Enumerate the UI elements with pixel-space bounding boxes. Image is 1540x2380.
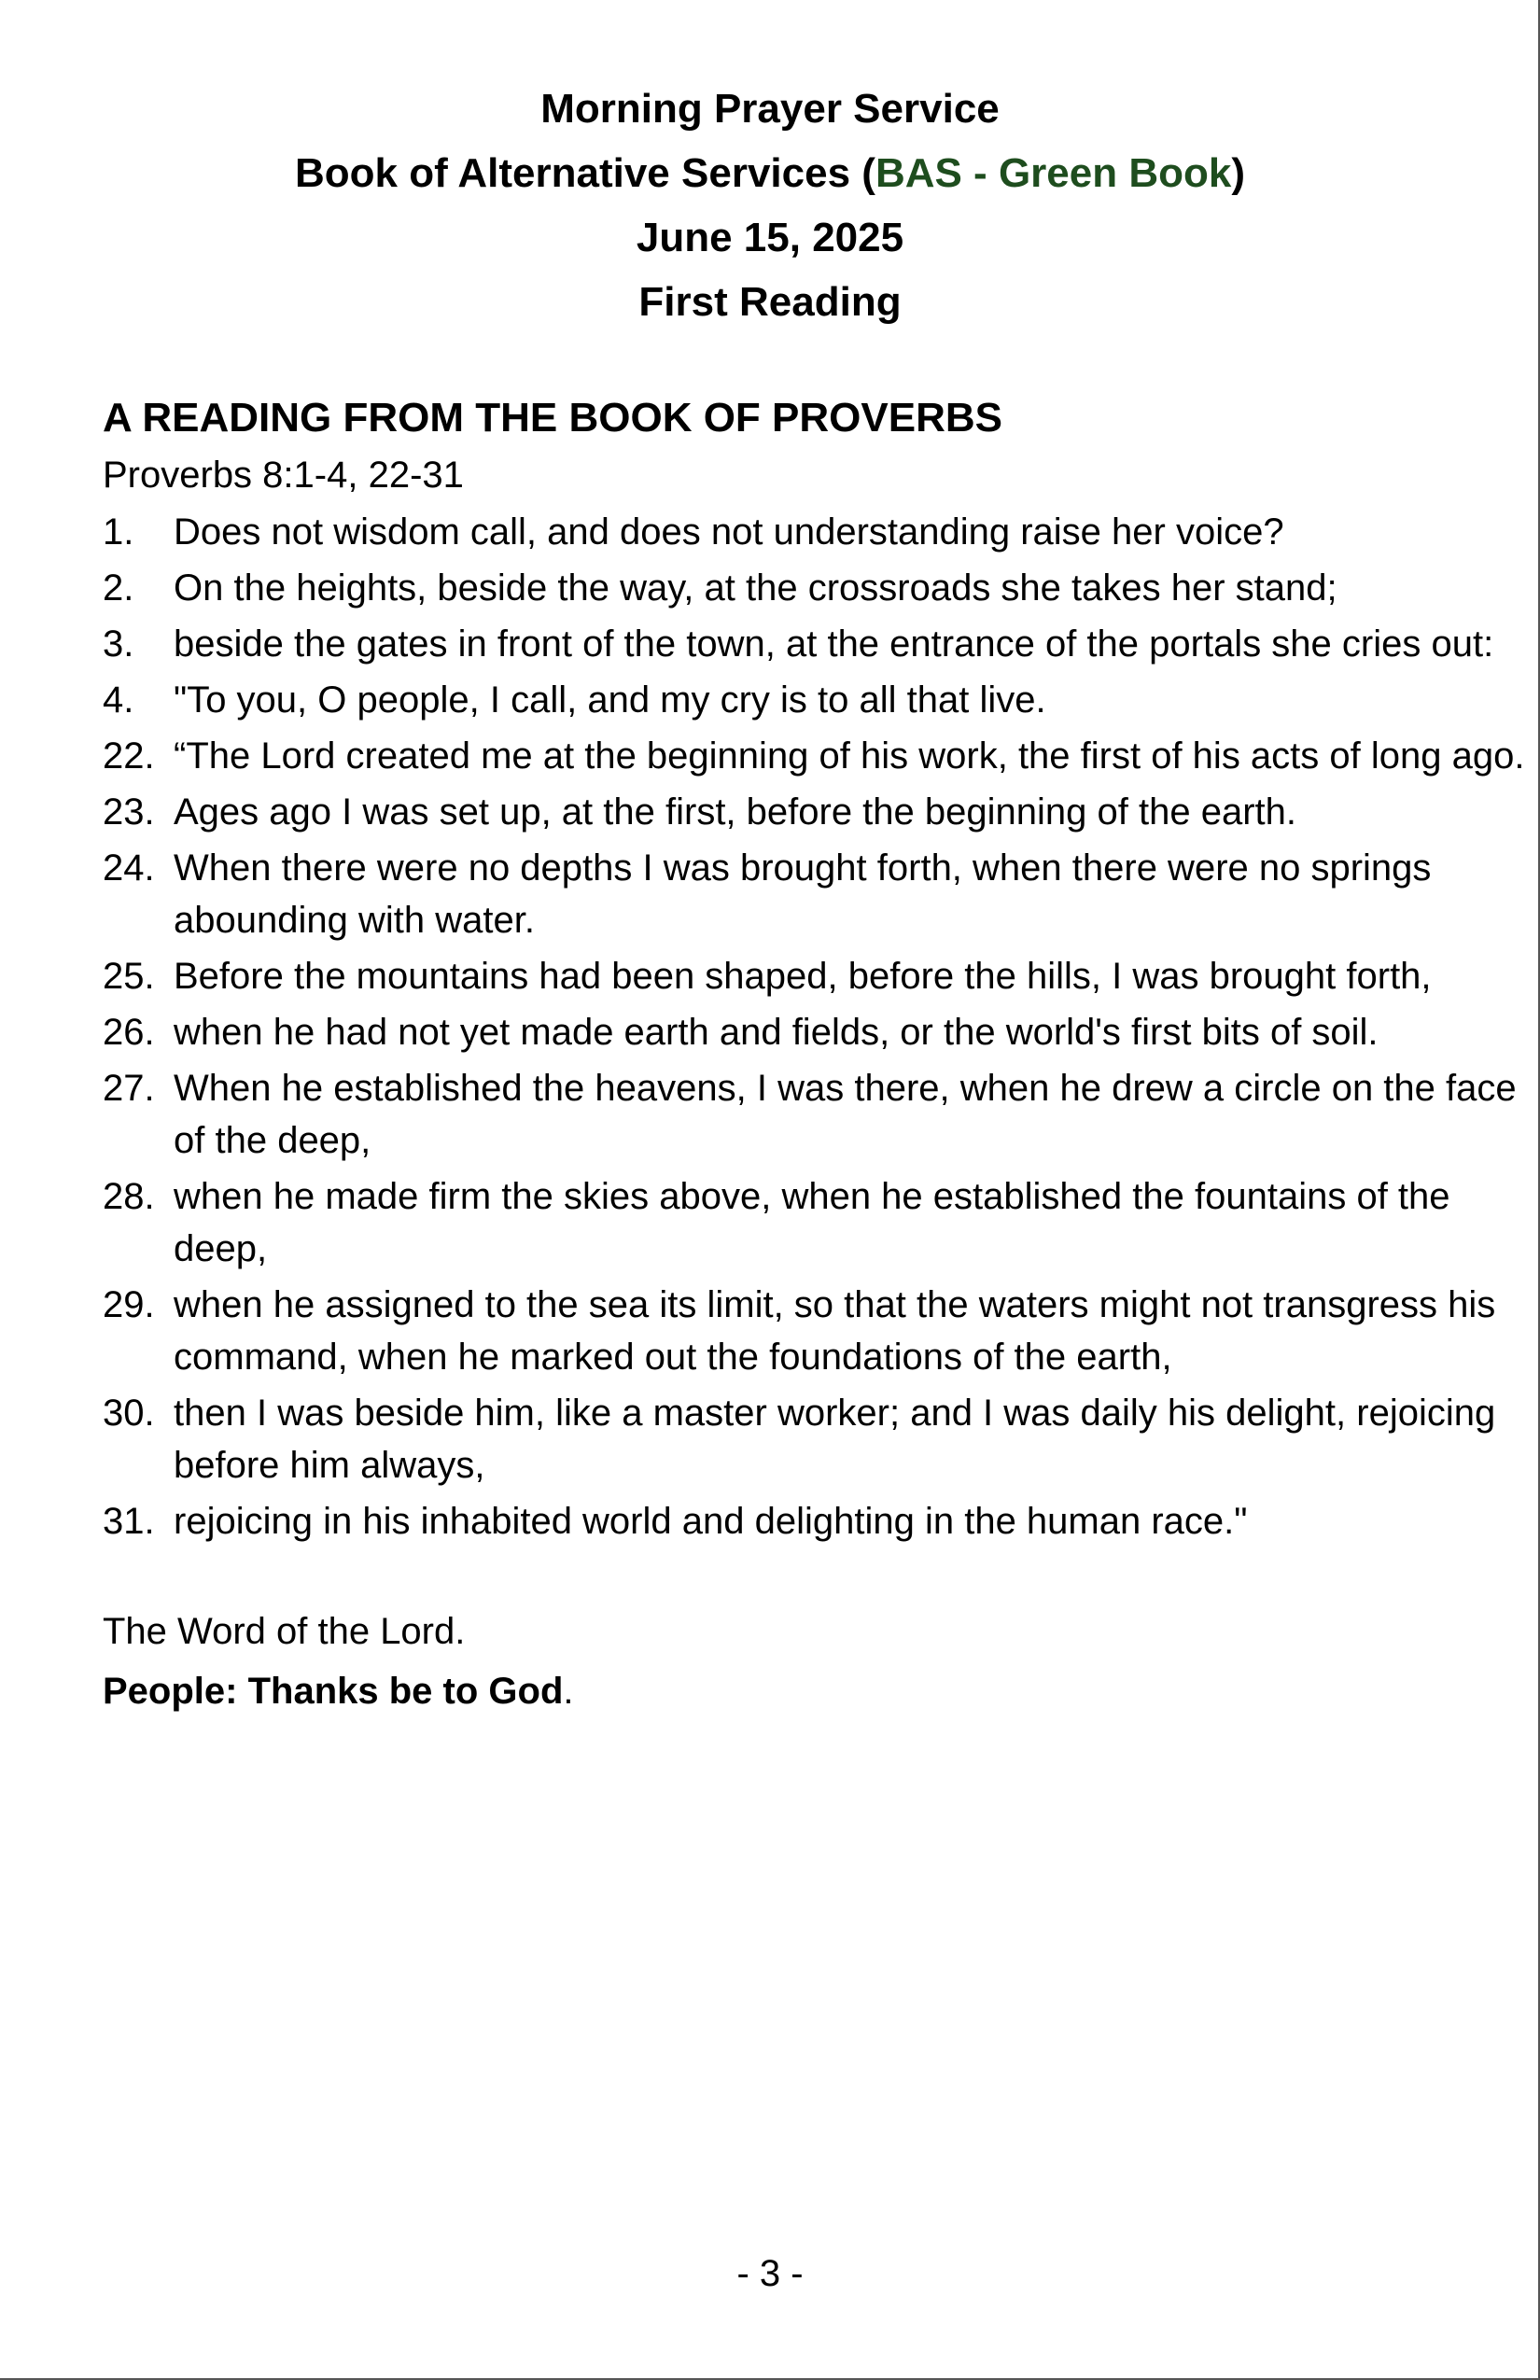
verse-number: 3. — [103, 623, 134, 665]
verse-number: 28. — [103, 1176, 155, 1217]
verse-text: beside the gates in front of the town, at the entrance of the portals she cries out: — [174, 623, 1494, 665]
verse-text: On the heights, beside the way, at the crossroads she takes her stand; — [174, 567, 1337, 609]
page-header — [0, 77, 1540, 334]
verse-item — [103, 1495, 1536, 1547]
verse-number: 22. — [103, 735, 155, 777]
verse-text: rejoicing in his inhabited world and delighting in the human race." — [174, 1501, 1248, 1542]
verse-list — [103, 506, 1525, 1547]
book-subtitle-prefix: Book of Alternative Services ( — [295, 150, 875, 196]
verse-number: 27. — [103, 1068, 155, 1109]
verse-number: 2. — [103, 567, 134, 609]
verse-item — [103, 1279, 1536, 1383]
verse-text: when he had not yet made earth and fields, or the world's first bits of soil. — [174, 1012, 1379, 1053]
verse-item — [103, 674, 1536, 726]
verse-number: 29. — [103, 1284, 155, 1325]
verse-item — [103, 1062, 1536, 1167]
verse-item — [103, 562, 1536, 614]
scripture-citation: Proverbs 8:1-4, 22-31 — [103, 455, 464, 496]
verse-text: Ages ago I was set up, at the first, before the beginning of the earth. — [174, 791, 1296, 833]
verse-item — [103, 506, 1536, 558]
verse-number: 1. — [103, 511, 134, 553]
verse-text: When there were no depths I was brought forth, when there were no springs abounding with water. — [174, 847, 1432, 941]
closing-section — [103, 1602, 1456, 1721]
verse-number: 24. — [103, 847, 155, 889]
verse-number: 26. — [103, 1012, 155, 1053]
verse-text: then I was beside him, like a master worker; and I was daily his delight, rejoicing before him always, — [174, 1393, 1496, 1486]
people-response: People: Thanks be to God — [103, 1671, 564, 1712]
service-date: June 15, 2025 — [636, 215, 904, 260]
verse-number: 30. — [103, 1393, 155, 1434]
verse-text: "To you, O people, I call, and my cry is to all that live. — [174, 679, 1046, 721]
verse-item — [103, 618, 1536, 670]
people-response-period: . — [563, 1671, 574, 1712]
verse-text: When he established the heavens, I was there, when he drew a circle on the face of the deep, — [174, 1068, 1517, 1161]
verse-item — [103, 1170, 1536, 1275]
reading-title: A READING FROM THE BOOK OF PROVERBS — [103, 395, 1002, 441]
verse-item — [103, 950, 1536, 1002]
verse-text: Does not wisdom call, and does not understanding raise her voice? — [174, 511, 1284, 553]
verse-number: 4. — [103, 679, 134, 721]
people-response-line — [103, 1661, 1456, 1721]
reading-section — [103, 388, 1525, 1721]
verse-number: 25. — [103, 956, 155, 997]
verse-item — [103, 1387, 1536, 1491]
verse-number: 31. — [103, 1501, 155, 1542]
verse-item — [103, 1006, 1536, 1058]
verse-text: Before the mountains had been shaped, before the hills, I was brought forth, — [174, 956, 1432, 997]
verse-text: when he made firm the skies above, when he established the fountains of the deep, — [174, 1176, 1450, 1269]
book-subtitle-highlight: BAS - Green Book — [875, 150, 1232, 196]
book-subtitle-suffix: ) — [1231, 150, 1245, 196]
verse-text: when he assigned to the sea its limit, so that the waters might not transgress his command, when he marked out the foundations of the earth, — [174, 1284, 1496, 1378]
reading-label: First Reading — [638, 279, 902, 325]
verse-item — [103, 842, 1536, 946]
verse-item — [103, 786, 1536, 838]
service-title: Morning Prayer Service — [540, 86, 1000, 132]
book-subtitle — [0, 141, 1540, 205]
verse-number: 23. — [103, 791, 155, 833]
verse-text: “The Lord created me at the beginning of his work, the first of his acts of long ago. — [174, 735, 1525, 777]
verse-item — [103, 730, 1536, 782]
word-of-the-lord: The Word of the Lord. — [103, 1611, 466, 1652]
page-number: - 3 - — [736, 2253, 804, 2294]
